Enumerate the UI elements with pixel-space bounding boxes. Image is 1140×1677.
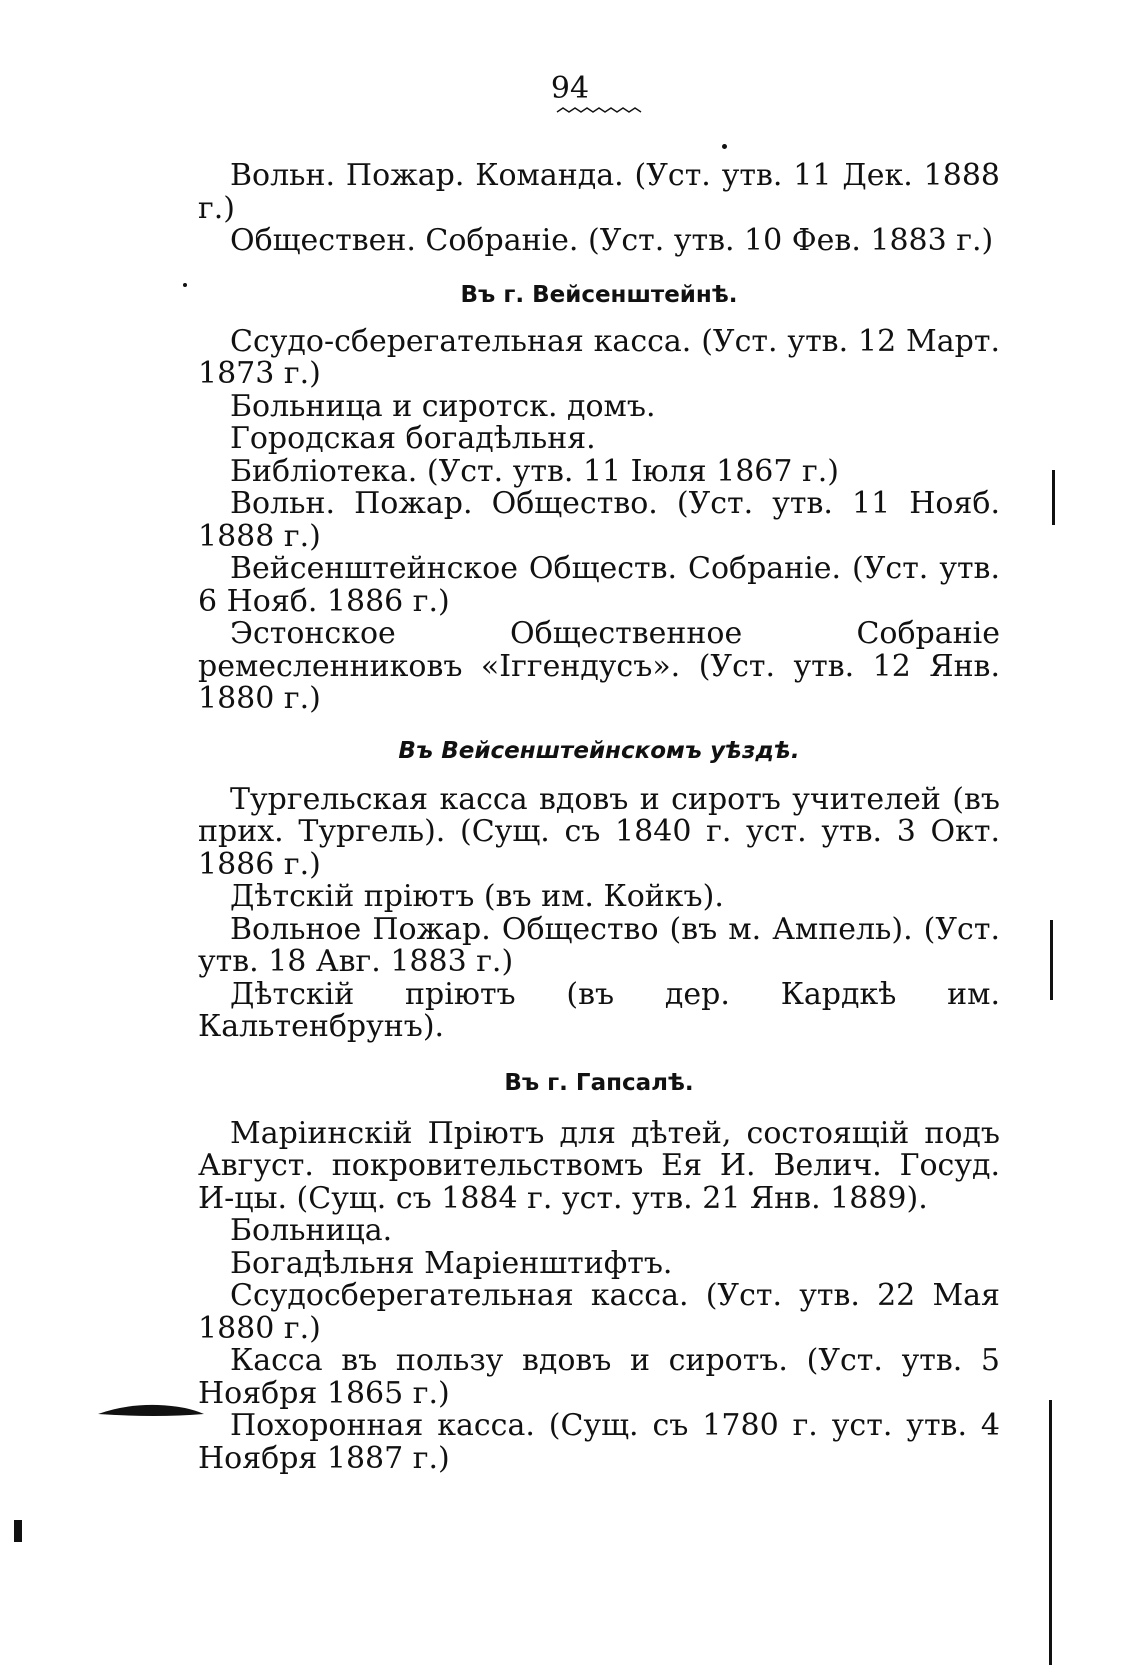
entry-widows-orphans-fund: Касса въ пользу вдовъ и сиротъ. (Уст. утв. 5 Ноября 1865 г.) — [198, 1343, 1000, 1411]
scan-margin-line-1 — [1052, 470, 1055, 525]
entry-loan-savings-fund: Ссудосберегательная касса. (Уст. утв. 22 Мая 1880 г.) — [198, 1278, 1000, 1346]
entry-estonian-craftsmen-assembly: Эстонское Общественное Собраніе ремесленниковъ «Іггендусъ». (Уст. утв. 12 Янв. 1880 г.) — [198, 616, 1000, 716]
entry-almshouse: Городская богадѣльня. — [230, 421, 596, 456]
entry-public-assembly: Обществен. Собраніе. (Уст. утв. 10 Фев. 1883 г.) — [230, 223, 994, 258]
scan-dot — [722, 144, 727, 149]
entry-hospital-orphanage: Больница и сиротск. домъ. — [230, 388, 656, 424]
entry-fire-society: Вольн. Пожар. Общество. (Уст. утв. 11 Нояб. 1888 г.) — [198, 486, 1000, 554]
section-heading: Въ Вейсенштейнскомъ уѣздѣ. — [398, 737, 800, 764]
page-number-ornament — [555, 106, 645, 118]
entry-marienstift-almshouse: Богадѣльня Маріенштифтъ. — [230, 1245, 673, 1281]
section-hapsal-town — [198, 1068, 1000, 1476]
scan-margin-line-2 — [1050, 920, 1053, 1000]
entry-kardke-childrens-shelter: Дѣтскій пріютъ (въ дер. Кардкѣ им. Кальтенбрунъ). — [198, 976, 1000, 1044]
entry-turgel-widows-fund: Тургельская касса вдовъ и сиротъ учителей (въ прих. Тургель). (Сущ. съ 1840 г. уст. утв. 3 Окт. 1886 г.) — [198, 781, 1000, 882]
page-number: 94 — [550, 71, 590, 106]
page-body — [198, 160, 1000, 1475]
section-heading: Въ г. Гапсалѣ. — [504, 1069, 694, 1096]
section-weissenstein-district — [198, 736, 1000, 1044]
entry-hospital: Больница. — [230, 1213, 393, 1248]
entry-library: Библіотека. (Уст. утв. 11 Іюля 1867 г.) — [230, 453, 839, 489]
entry-loan-savings-fund: Ссудо-сберегательная касса. (Уст. утв. 12 Март. 1873 г.) — [198, 323, 1000, 391]
ink-smudge — [96, 1400, 206, 1420]
entry-ampel-fire-society: Вольное Пожар. Общество (въ м. Ампель). (Уст. утв. 18 Авг. 1883 г.) — [198, 911, 1000, 979]
section-heading: Въ г. Вейсенштейнѣ. — [460, 281, 738, 308]
entry-weissenstein-assembly: Вейсенштейнское Обществ. Собраніе. (Уст. утв. 6 Нояб. 1886 г.) — [198, 551, 1000, 619]
scan-margin-line-3 — [1049, 1400, 1052, 1665]
entry-funeral-fund: Похоронная касса. (Сущ. съ 1780 г. уст. утв. 4 Ноября 1887 г.) — [198, 1408, 1000, 1476]
section-weissenstein-town — [198, 280, 1000, 716]
entry-koik-childrens-shelter: Дѣтскій пріютъ (въ им. Койкъ). — [230, 879, 724, 914]
scan-dot — [183, 283, 187, 287]
scan-mark-left — [14, 1520, 22, 1542]
entry-mariinsky-shelter: Маріинскій Пріютъ для дѣтей, состоящій подъ Август. покровительствомъ Ея И. Велич. Госуд. И-цы. (Сущ. съ 1884 г. уст. утв. 21 Янв. 1889). — [198, 1115, 1000, 1216]
section-fire-brigade-and-club — [198, 160, 1000, 258]
entry-fire-brigade: Вольн. Пожар. Команда. (Уст. утв. 11 Дек. 1888 г.) — [198, 158, 1000, 226]
